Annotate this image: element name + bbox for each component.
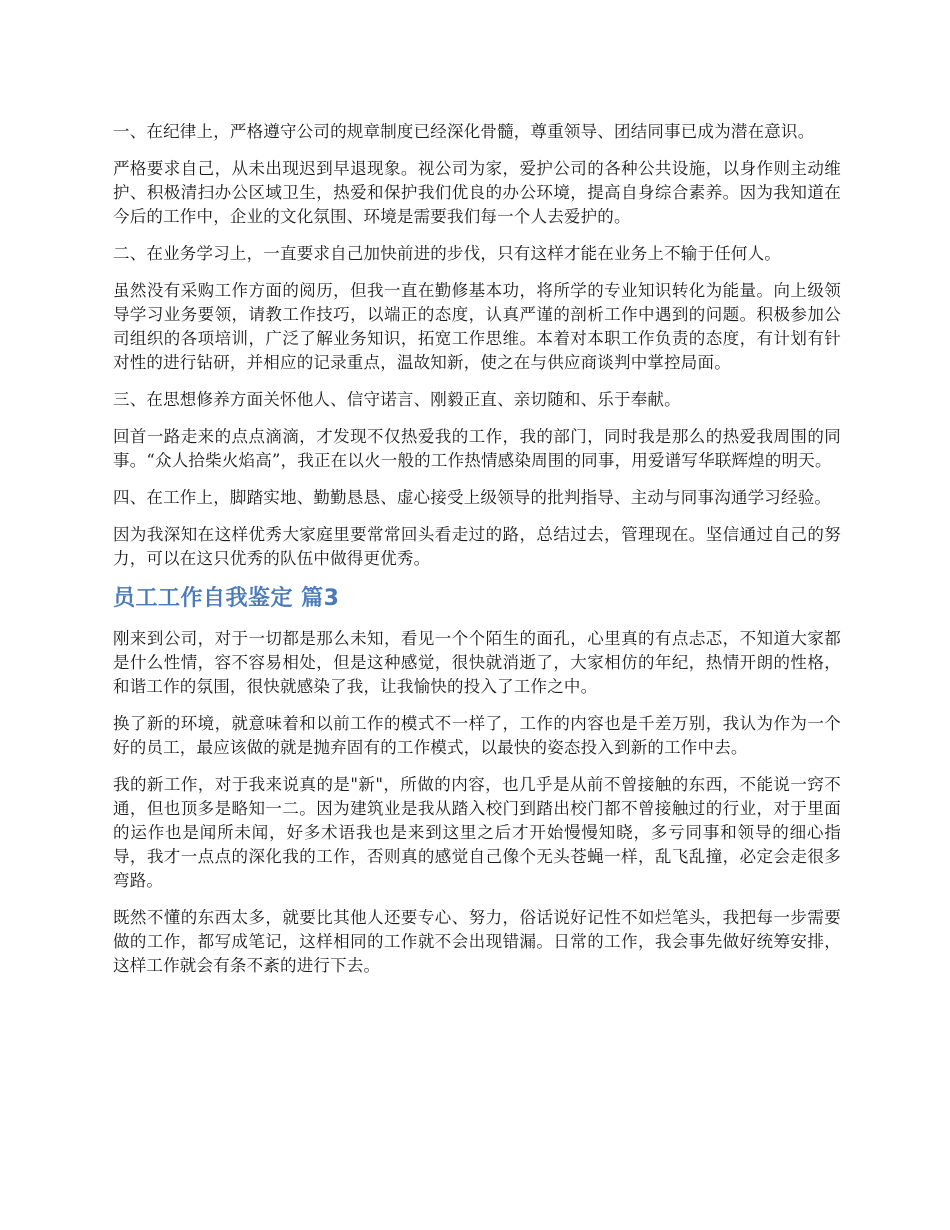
paragraph-work-attitude: 四、在工作上，脚踏实地、勤勤恳恳、虚心接受上级领导的批判指导、主动与同事沟通学习经验。 [113, 488, 832, 507]
document-page [113, 120, 841, 991]
paragraph-looking-back: 回首一路走来的点点滴滴，才发现不仅热爱我的工作，我的部门，同时我是那么的热爱我周围的同事。“众人拾柴火焰高”，我正在以火一般的工作热情感染周围的同事，用爱谱写华联辉煌的明天。 [113, 427, 841, 470]
paragraph-new-work: 我的新工作，对于我来说真的是"新"，所做的内容，也几乎是从前不曾接触的东西，不能说一窍不通，但也顶多是略知一二。因为建筑业是我从踏入校门到踏出校门都不曾接触过的行业，对于里面的运作也是闻所未闻，好多术语我也是来到这里之后才开始慢慢知晓，多亏同事和领导的细心指导，我才一点点的深化我的工作，否则真的感觉自己像个无头苍蝇一样，乱飞乱撞，必定会走很多弯路。 [113, 775, 841, 890]
paragraph-notes: 既然不懂的东西太多，就要比其他人还要专心、努力，俗话说好记性不如烂笔头，我把每一步需要做的工作，都写成笔记，这样相同的工作就不会出现错漏。日常的工作，我会事先做好统筹安排，这样工作就会有条不紊的进行下去。 [113, 908, 841, 975]
paragraph-business-study: 二、在业务学习上，一直要求自己加快前进的步伐，只有这样才能在业务上不输于任何人。 [113, 244, 781, 263]
paragraph-new-environment: 换了新的环境，就意味着和以前工作的模式不一样了，工作的内容也是千差万别，我认为作为一个好的员工，最应该做的就是抛弃固有的工作模式，以最快的姿态投入到新的工作中去。 [113, 714, 841, 757]
paragraph-conclusion: 因为我深知在这样优秀大家庭里要常常回头看走过的路，总结过去，管理现在。坚信通过自己的努力，可以在这只优秀的队伍中做得更优秀。 [113, 525, 841, 568]
paragraph-purchasing-experience: 虽然没有采购工作方面的阅历，但我一直在勤修基本功，将所学的专业知识转化为能量。向上级领导学习业务要领，请教工作技巧，以端正的态度，认真严谨的剖析工作中遇到的问题。积极参加公司组织的各项培训，广泛了解业务知识，拓宽工作思维。本着对本职工作负责的态度，有计划有针对性的进行钻研，并相应的记录重点，温故知新，使之在与供应商谈判中掌控局面。 [113, 281, 841, 372]
paragraph-discipline: 一、在纪律上，严格遵守公司的规章制度已经深化骨髓，尊重领导、团结同事已成为潜在意识。 [113, 122, 815, 141]
section-heading: 员工工作自我鉴定 篇3 [113, 586, 340, 611]
paragraph-self-requirement: 严格要求自己，从未出现迟到早退现象。视公司为家，爱护公司的各种公共设施，以身作则主动维护、积极清扫办公区域卫生，热爱和保护我们优良的办公环境，提高自身综合素养。因为我知道在今后的工作中，企业的文化氛围、环境是需要我们每一个人去爱护的。 [113, 159, 841, 226]
paragraph-arrival: 刚来到公司，对于一切都是那么未知，看见一个个陌生的面孔，心里真的有点忐忑，不知道大家都是什么性情，容不容易相处，但是这种感觉，很快就消逝了，大家相仿的年纪，热情开朗的性格，和谐工作的氛围，很快就感染了我，让我愉快的投入了工作之中。 [113, 629, 841, 696]
paragraph-ideology: 三、在思想修养方面关怀他人、信守诺言、刚毅正直、亲切随和、乐于奉献。 [113, 390, 681, 409]
